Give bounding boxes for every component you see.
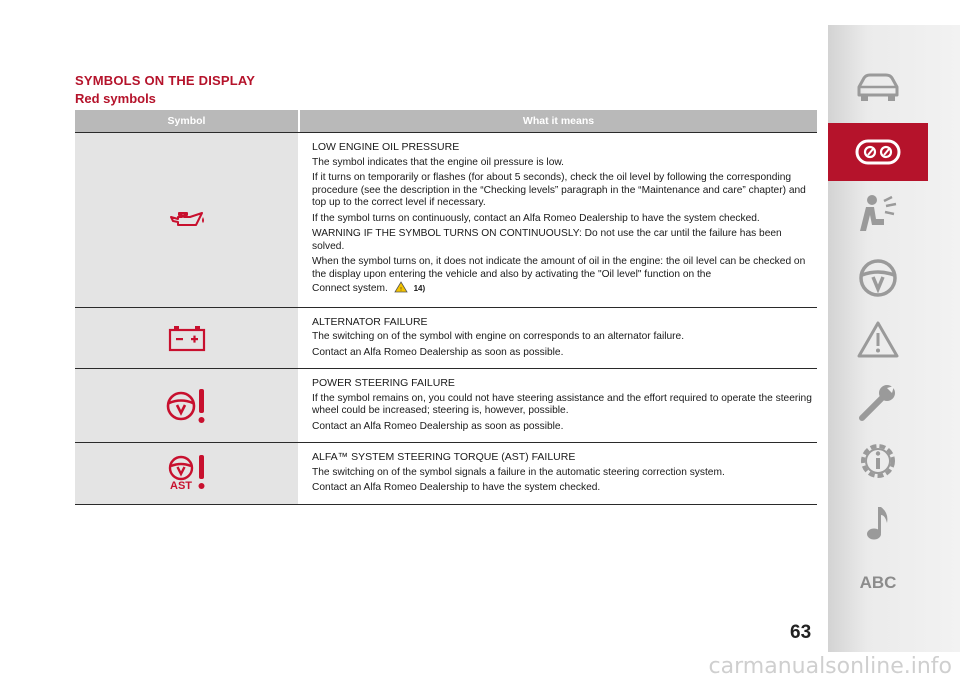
sidebar-item-driving[interactable] <box>850 257 906 299</box>
symbol-title: POWER STEERING FAILURE <box>312 377 455 389</box>
svg-text:!: ! <box>399 287 402 293</box>
sidebar-item-safety[interactable] <box>850 193 906 233</box>
symbols-table <box>75 110 817 505</box>
warning-triangle-icon <box>394 281 408 298</box>
steering-wheel-icon <box>857 257 899 299</box>
table-header <box>75 110 817 132</box>
description: If the symbol turns on continuously, contact an Alfa Romeo Dealership to have the system checked. <box>312 212 760 224</box>
description: The switching on of the symbol with engine on corresponds to an alternator failure. <box>312 331 685 342</box>
car-icon <box>855 73 901 105</box>
sidebar-item-technical-data[interactable] <box>850 439 906 483</box>
description: When the symbol turns on, it does not indicate the amount of oil in the engine: the oil level can be checked on the display upon entering the vehicle and also by activating the "Oil level" function on the <box>312 256 806 280</box>
airbag-passenger-icon <box>854 193 902 233</box>
description: Contact an Alfa Romeo Dealership as soon as possible. <box>312 346 564 358</box>
oil-can-icon <box>168 211 206 229</box>
warning-triangle-icon <box>856 320 900 360</box>
symbol-cell <box>75 443 298 504</box>
description-last-line <box>312 281 813 298</box>
meaning-cell <box>298 369 817 442</box>
description: If it turns on temporarily or flashes (for about 5 seconds), check the oil level by following the corresponding procedure (see the description in the “Checking levels” paragraph in the “Maintenance and care” chapter) and top up to the correct level if necessary. <box>312 172 806 208</box>
table-row <box>75 369 817 443</box>
symbol-cell <box>75 133 298 307</box>
meaning-cell <box>298 308 817 369</box>
column-header-meaning: What it means <box>300 110 817 132</box>
watermark: carmanualsonline.info <box>708 654 952 679</box>
sidebar-item-index[interactable]: ABC <box>859 573 897 592</box>
description: Contact an Alfa Romeo Dealership to have the system checked. <box>312 482 601 493</box>
description: WARNING IF THE SYMBOL TURNS ON CONTINUOUSLY: Do not use the car until the failure has been solved. <box>312 228 782 252</box>
table-row <box>75 308 817 370</box>
music-note-icon <box>863 503 893 543</box>
description: The symbol indicates that the engine oil pressure is low. <box>312 156 564 168</box>
sidebar-item-instrument-panel[interactable] <box>850 138 906 166</box>
steering-wheel-warning-icon <box>165 386 209 426</box>
sidebar-item-emergency[interactable] <box>850 320 906 360</box>
description: If the symbol remains on, you could not have steering assistance and the effort required to operate the steering wheel could be increased; steering is, however, possible. <box>312 392 812 416</box>
reference-note: 14) <box>413 284 426 293</box>
sidebar-item-multimedia[interactable] <box>850 503 906 543</box>
symbol-cell <box>75 308 298 369</box>
description: Contact an Alfa Romeo Dealership as soon as possible. <box>312 420 564 432</box>
table-row <box>75 443 817 505</box>
description-text: Connect system. <box>312 283 388 294</box>
wrench-icon <box>856 380 900 424</box>
table-row <box>75 132 817 308</box>
ast-label: AST <box>169 480 192 493</box>
meaning-cell <box>298 133 817 307</box>
instrument-panel-icon <box>854 138 902 166</box>
symbol-cell <box>75 369 298 442</box>
sidebar-item-car[interactable] <box>850 73 906 105</box>
battery-icon <box>168 324 206 352</box>
section-subheading: Red symbols <box>75 91 156 106</box>
sidebar-item-maintenance[interactable] <box>850 380 906 424</box>
chapter-sidebar <box>828 25 960 652</box>
column-header-symbol: Symbol <box>75 110 298 132</box>
meaning-cell <box>298 443 817 504</box>
symbol-title: ALTERNATOR FAILURE <box>312 315 428 328</box>
symbol-title: ALFA™ SYSTEM STEERING TORQUE (AST) FAILURE <box>312 451 576 463</box>
section-heading: SYMBOLS ON THE DISPLAY <box>75 73 256 88</box>
info-gear-icon <box>856 439 900 483</box>
description: The switching on of the symbol signals a failure in the automatic steering correction system. <box>312 466 725 478</box>
steering-ast-warning-icon <box>165 453 209 493</box>
symbol-title: LOW ENGINE OIL PRESSURE <box>312 141 460 153</box>
page-number: 63 <box>790 622 812 643</box>
